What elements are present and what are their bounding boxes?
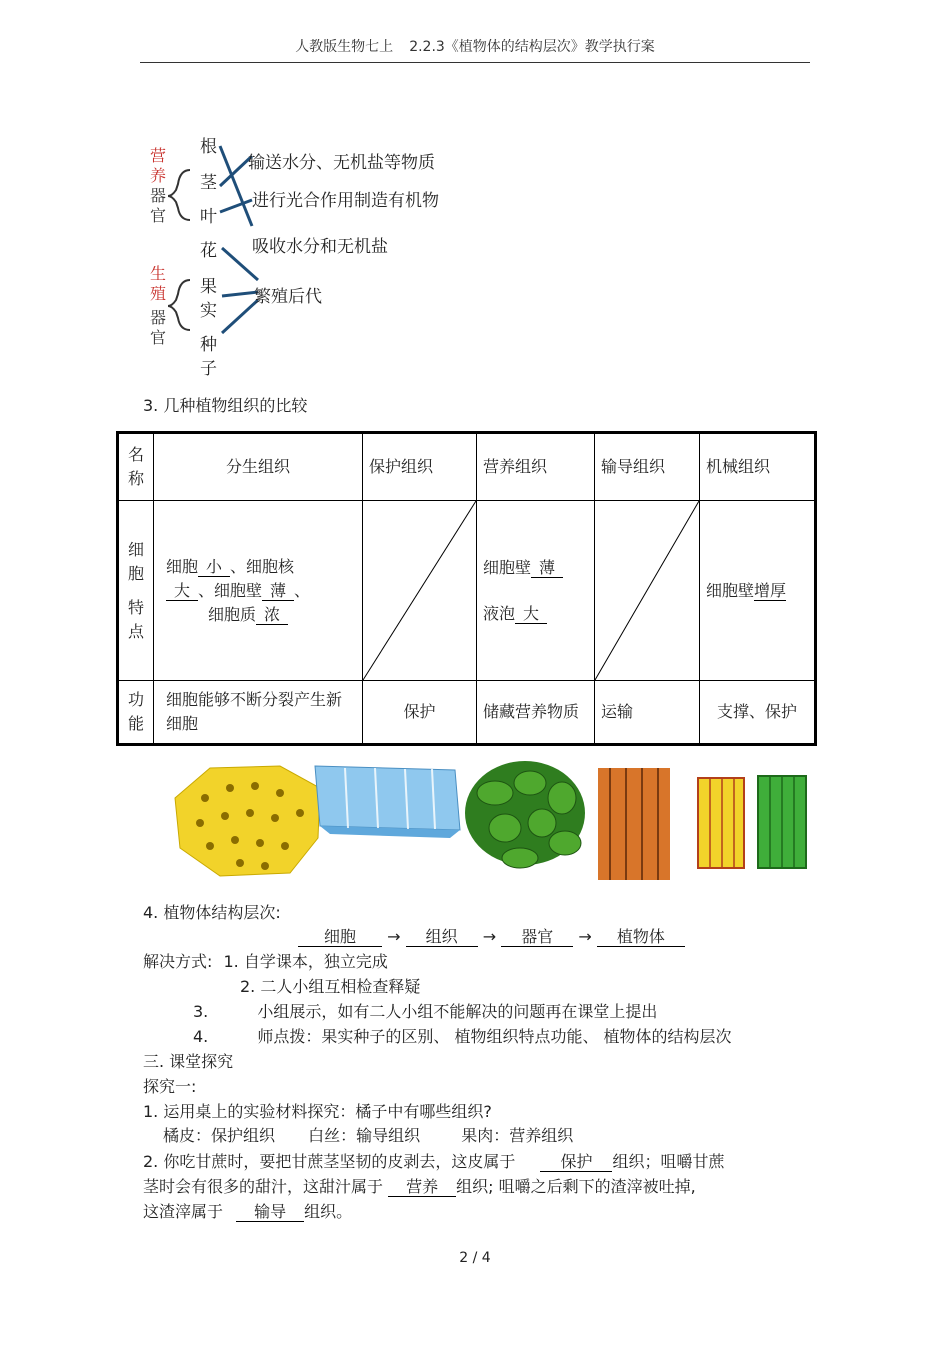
- protective-tissue-image: [315, 766, 460, 838]
- label-char: 名: [127, 445, 144, 464]
- question-1-answers: [163, 1123, 573, 1146]
- chain-plant: 植物体: [597, 927, 685, 947]
- organ-function-diagram: [140, 128, 480, 378]
- header-meristem: 分生组织: [154, 433, 363, 501]
- answer-nutritive: 营养: [388, 1177, 456, 1197]
- function-transport: 输送水分、无机盐等物质: [248, 153, 435, 173]
- answer-dense: 浓: [256, 605, 288, 625]
- row-label-function: [118, 681, 154, 745]
- table-function-row: [118, 681, 816, 745]
- part-3-title: 三. 课堂探究: [143, 1052, 234, 1071]
- protective-features-empty: [363, 501, 477, 681]
- label-char: 特: [127, 597, 144, 617]
- solution-label: 解决方式:: [143, 952, 213, 971]
- label-char: 点: [127, 621, 144, 641]
- table-cell-feature-row: [118, 501, 816, 681]
- solution-line-1: [143, 949, 388, 972]
- nutritive-tissue-image: [465, 761, 585, 868]
- organ-fruit-2: 实: [200, 301, 217, 321]
- answer-thickened: 增厚: [754, 580, 787, 600]
- tissue-comparison-table: [116, 431, 817, 746]
- function-reproduce: 繁殖后代: [254, 287, 322, 307]
- answer-protective: 保护: [540, 1152, 612, 1172]
- meristem-tissue-image: [175, 766, 320, 876]
- label-char: 生: [150, 264, 167, 283]
- organ-stem: 茎: [200, 173, 217, 193]
- item-text: 师点拨：果实种子的区别、 植物组织特点功能、 植物体的结构层次: [257, 1027, 732, 1046]
- header-nutritive: 营养组织: [477, 433, 595, 501]
- answer-thin: 薄: [262, 581, 294, 601]
- arrow-icon: →: [578, 927, 592, 946]
- organ-seed-2: 子: [200, 359, 217, 379]
- veg-organ-label: [150, 146, 166, 226]
- organ-seed-1: 种: [200, 335, 217, 355]
- solution-item-4: [193, 1024, 732, 1047]
- organ-leaf: 叶: [200, 207, 217, 227]
- header-course: 人教版生物七上: [295, 39, 394, 55]
- diagonal-slash: [363, 501, 476, 680]
- solution-item: 1. 自学课本，独立完成: [223, 952, 388, 971]
- text: 、: [294, 580, 311, 600]
- rep-organ-label: [150, 264, 166, 348]
- text: 细胞壁: [483, 557, 532, 577]
- meristem-function: 细胞能够不断分裂产生新细胞: [154, 681, 363, 745]
- text: 茎时会有很多的甜汁，这甜汁属于: [143, 1177, 384, 1196]
- question-2-line-3: [143, 1199, 352, 1222]
- text: 细胞质: [208, 604, 257, 624]
- inquiry-1-title: 探究一:: [143, 1077, 197, 1096]
- organ-flower: 花: [200, 241, 217, 261]
- item-text: 小组展示，如有二人小组不能解决的问题再在课堂上提出: [257, 1002, 658, 1021]
- table-header-row: [118, 433, 816, 501]
- solution-item-2: 2. 二人小组互相检查释疑: [240, 977, 421, 996]
- page-number: 2 / 4: [459, 1250, 491, 1266]
- text: 组织；咀嚼甘蔗: [612, 1152, 725, 1171]
- answer-thin: 薄: [531, 558, 563, 578]
- solution-item-3: [193, 999, 657, 1022]
- text: 细胞: [166, 556, 199, 576]
- header-protective: 保护组织: [363, 433, 477, 501]
- answer-pith: 白丝：输导组织: [308, 1126, 421, 1145]
- text: 这渣滓属于: [143, 1202, 224, 1221]
- label-char: 称: [127, 469, 144, 488]
- chain-tissue: 组织: [406, 927, 478, 947]
- arrow-icon: →: [387, 927, 401, 946]
- conducting-tissue-image: [598, 768, 670, 880]
- label-char: 营: [150, 146, 167, 165]
- answer-large: 大: [166, 581, 198, 601]
- function-absorb: 吸收水分和无机盐: [252, 237, 388, 257]
- label-char: 官: [150, 206, 167, 225]
- header-conducting: 输导组织: [595, 433, 700, 501]
- item-number: 3.: [193, 1002, 209, 1021]
- question-2-line-1: [143, 1149, 724, 1172]
- meristem-features: [154, 501, 363, 681]
- question-2-line-2: [143, 1174, 696, 1197]
- section-4-title: 4. 植物体结构层次:: [143, 903, 281, 922]
- row-label-name: [118, 433, 154, 501]
- text: 细胞壁: [706, 580, 755, 600]
- label-char: 器: [150, 308, 167, 327]
- answer-small: 小: [198, 557, 230, 577]
- label-char: 功: [127, 690, 144, 709]
- section-3-title: 3. 几种植物组织的比较: [143, 396, 308, 415]
- text: 、细胞壁: [198, 580, 263, 600]
- header-title: 2.2.3《植物体的结构层次》教学执行案: [409, 39, 655, 55]
- label-char: 殖: [150, 284, 167, 303]
- structure-chain: [298, 924, 685, 947]
- text: 组织; 咀嚼之后剩下的渣滓被吐掉,: [456, 1177, 696, 1196]
- chain-organ: 器官: [501, 927, 573, 947]
- question-1: 1. 运用桌上的实验材料探究：橘子中有哪些组织?: [143, 1102, 492, 1121]
- organ-root: 根: [200, 137, 217, 157]
- mechanical-features: [700, 501, 816, 681]
- diagonal-slash: [595, 501, 699, 680]
- nutritive-features: [477, 501, 595, 681]
- text: 组织。: [304, 1202, 353, 1221]
- answer-conducting: 输导: [236, 1202, 304, 1222]
- label-char: 胞: [127, 563, 144, 583]
- label-char: 器: [150, 186, 167, 205]
- nutritive-function: 储藏营养物质: [477, 681, 595, 745]
- page-header: [140, 36, 810, 63]
- answer-large: 大: [515, 604, 547, 624]
- answer-peel: 橘皮：保护组织: [163, 1126, 276, 1145]
- conducting-features-empty: [595, 501, 700, 681]
- protective-function: 保护: [363, 681, 477, 745]
- mechanical-tissue-image: [698, 776, 806, 868]
- chain-cell: 细胞: [298, 927, 382, 947]
- label-char: 细: [127, 539, 144, 559]
- tissue-illustrations: [170, 758, 810, 883]
- organ-fruit-1: 果: [200, 277, 217, 297]
- label-char: 能: [127, 714, 144, 733]
- label-char: 官: [150, 328, 167, 347]
- label-char: 养: [150, 166, 167, 185]
- arrow-icon: →: [482, 927, 497, 946]
- mechanical-function: 支撑、保护: [700, 681, 816, 745]
- text: 2. 你吃甘蔗时，要把甘蔗茎坚韧的皮剥去，这皮属于: [143, 1152, 516, 1171]
- text: 液泡: [483, 603, 516, 623]
- text: 、细胞核: [230, 556, 295, 576]
- item-number: 4.: [193, 1027, 209, 1046]
- conducting-function: 运输: [595, 681, 700, 745]
- answer-pulp: 果肉：营养组织: [461, 1126, 574, 1145]
- row-label-cell-feature: [118, 501, 154, 681]
- function-photosynthesis: 进行光合作用制造有机物: [252, 191, 439, 211]
- header-mechanical: 机械组织: [700, 433, 816, 501]
